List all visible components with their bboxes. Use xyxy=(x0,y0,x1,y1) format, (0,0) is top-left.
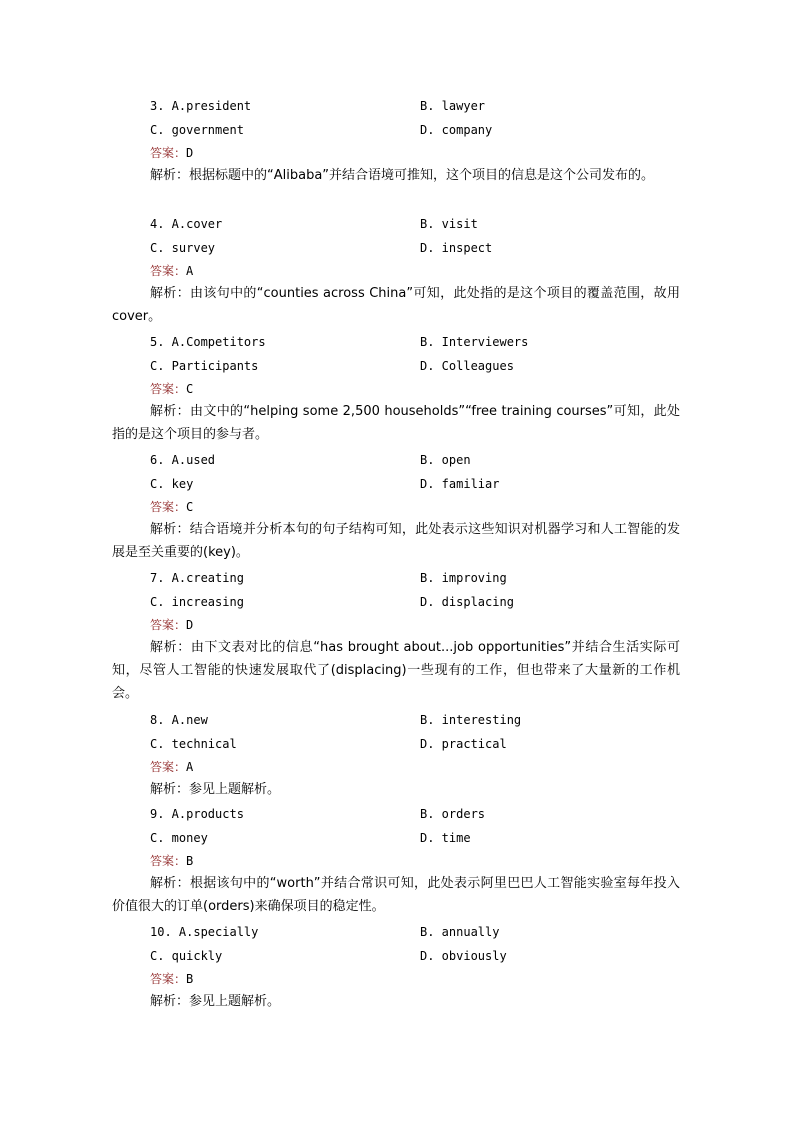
answer-value: A xyxy=(186,760,194,774)
answer-label: 答案： xyxy=(150,500,187,514)
option-a: 10. A.specially xyxy=(150,925,259,939)
options-row-1 xyxy=(150,708,680,732)
options-row-2 xyxy=(150,354,680,378)
option-b: B. Interviewers xyxy=(420,335,529,349)
option-a: 9. A.products xyxy=(150,807,244,821)
analysis-text: 由文中的“helping some 2,500 households”“free training courses”可知，此处指的是这个项目的参与者。 xyxy=(112,404,680,442)
option-a: 6. A.used xyxy=(150,453,216,467)
analysis-paragraph xyxy=(112,872,680,918)
options-row-2 xyxy=(150,590,680,614)
answer-value: A xyxy=(186,264,194,278)
answer-line xyxy=(150,756,680,778)
analysis-label: 解析： xyxy=(150,522,190,537)
answer-value: D xyxy=(186,618,194,632)
option-d: D. Colleagues xyxy=(420,359,514,373)
option-b: B. improving xyxy=(420,571,507,585)
answer-line xyxy=(150,142,680,164)
option-d: D. familiar xyxy=(420,477,500,491)
option-c: C. increasing xyxy=(150,595,244,609)
analysis-text: 参见上题解析。 xyxy=(189,994,281,1009)
answer-value: B xyxy=(186,854,194,868)
analysis-paragraph xyxy=(112,164,680,187)
answer-line xyxy=(150,614,680,636)
options-row-2 xyxy=(150,826,680,850)
option-b: B. visit xyxy=(420,217,478,231)
analysis-paragraph xyxy=(112,400,680,446)
question-5 xyxy=(112,330,680,446)
options-row-1 xyxy=(150,566,680,590)
analysis-text: 参见上题解析。 xyxy=(189,782,281,797)
option-a: 7. A.creating xyxy=(150,571,244,585)
analysis-paragraph xyxy=(112,778,680,801)
answer-label: 答案： xyxy=(150,760,187,774)
analysis-label: 解析： xyxy=(150,994,190,1009)
question-6 xyxy=(112,448,680,564)
analysis-text: 根据该句中的“worth”并结合常识可知，此处表示阿里巴巴人工智能实验室每年投入价值很大的订单(orders)来确保项目的稳定性。 xyxy=(112,876,680,914)
answer-label: 答案： xyxy=(150,854,187,868)
analysis-paragraph xyxy=(112,518,680,564)
answer-line xyxy=(150,496,680,518)
options-row-2 xyxy=(150,944,680,968)
option-d: D. obviously xyxy=(420,949,507,963)
question-9 xyxy=(112,802,680,918)
answer-line xyxy=(150,378,680,400)
option-b: B. lawyer xyxy=(420,99,486,113)
option-c: C. quickly xyxy=(150,949,223,963)
option-a: 4. A.cover xyxy=(150,217,223,231)
answer-value: C xyxy=(186,500,194,514)
options-row-1 xyxy=(150,448,680,472)
analysis-label: 解析： xyxy=(150,640,191,655)
answer-label: 答案： xyxy=(150,972,187,986)
analysis-label: 解析： xyxy=(150,876,190,891)
option-c: C. money xyxy=(150,831,208,845)
analysis-label: 解析： xyxy=(150,782,190,797)
option-b: B. open xyxy=(420,453,471,467)
analysis-paragraph xyxy=(112,282,680,328)
options-row-1 xyxy=(150,920,680,944)
options-row-2 xyxy=(150,236,680,260)
analysis-text: 结合语境并分析本句的句子结构可知，此处表示这些知识对机器学习和人工智能的发展是至关重要的(key)。 xyxy=(112,522,680,560)
option-c: C. government xyxy=(150,123,244,137)
option-a: 8. A.new xyxy=(150,713,208,727)
option-a: 5. A.Competitors xyxy=(150,335,266,349)
option-d: D. practical xyxy=(420,737,507,751)
options-row-1 xyxy=(150,330,680,354)
answer-label: 答案： xyxy=(150,264,187,278)
question-10 xyxy=(150,920,680,1013)
analysis-text: 根据标题中的“Alibaba”并结合语境可推知，这个项目的信息是这个公司发布的。 xyxy=(189,168,655,183)
answer-label: 答案： xyxy=(150,382,187,396)
analysis-paragraph xyxy=(112,636,680,705)
options-row-2 xyxy=(150,732,680,756)
option-a: 3. A.president xyxy=(150,99,252,113)
analysis-paragraph xyxy=(112,990,680,1013)
option-c: C. key xyxy=(150,477,194,491)
analysis-label: 解析： xyxy=(150,286,191,301)
question-3 xyxy=(150,94,680,187)
answer-line xyxy=(150,968,680,990)
question-7 xyxy=(112,566,680,705)
option-c: C. technical xyxy=(150,737,237,751)
question-4 xyxy=(112,212,680,328)
options-row-1 xyxy=(150,94,680,118)
option-d: D. time xyxy=(420,831,471,845)
answer-line xyxy=(150,260,680,282)
answer-label: 答案： xyxy=(150,146,187,160)
analysis-text: 由下文表对比的信息“has brought about...job opportunities”并结合生活实际可知，尽管人工智能的快速发展取代了(displacing)一些现有的工作，但也带来了大量新的工作机会。 xyxy=(112,640,680,701)
answer-value: C xyxy=(186,382,194,396)
option-d: D. inspect xyxy=(420,241,493,255)
options-row-1 xyxy=(150,212,680,236)
options-row-2 xyxy=(150,118,680,142)
option-c: C. Participants xyxy=(150,359,259,373)
answer-value: D xyxy=(186,146,194,160)
options-row-1 xyxy=(150,802,680,826)
option-d: D. displacing xyxy=(420,595,514,609)
answer-line xyxy=(150,850,680,872)
option-b: B. interesting xyxy=(420,713,522,727)
option-c: C. survey xyxy=(150,241,216,255)
options-row-2 xyxy=(150,472,680,496)
option-b: B. annually xyxy=(420,925,500,939)
answer-label: 答案： xyxy=(150,618,187,632)
analysis-label: 解析： xyxy=(150,404,191,419)
question-8 xyxy=(150,708,680,801)
analysis-label: 解析： xyxy=(150,168,190,183)
answer-value: B xyxy=(186,972,194,986)
option-d: D. company xyxy=(420,123,493,137)
option-b: B. orders xyxy=(420,807,486,821)
analysis-text: 由该句中的“counties across China”可知，此处指的是这个项目的覆盖范围，故用 cover。 xyxy=(112,286,680,324)
